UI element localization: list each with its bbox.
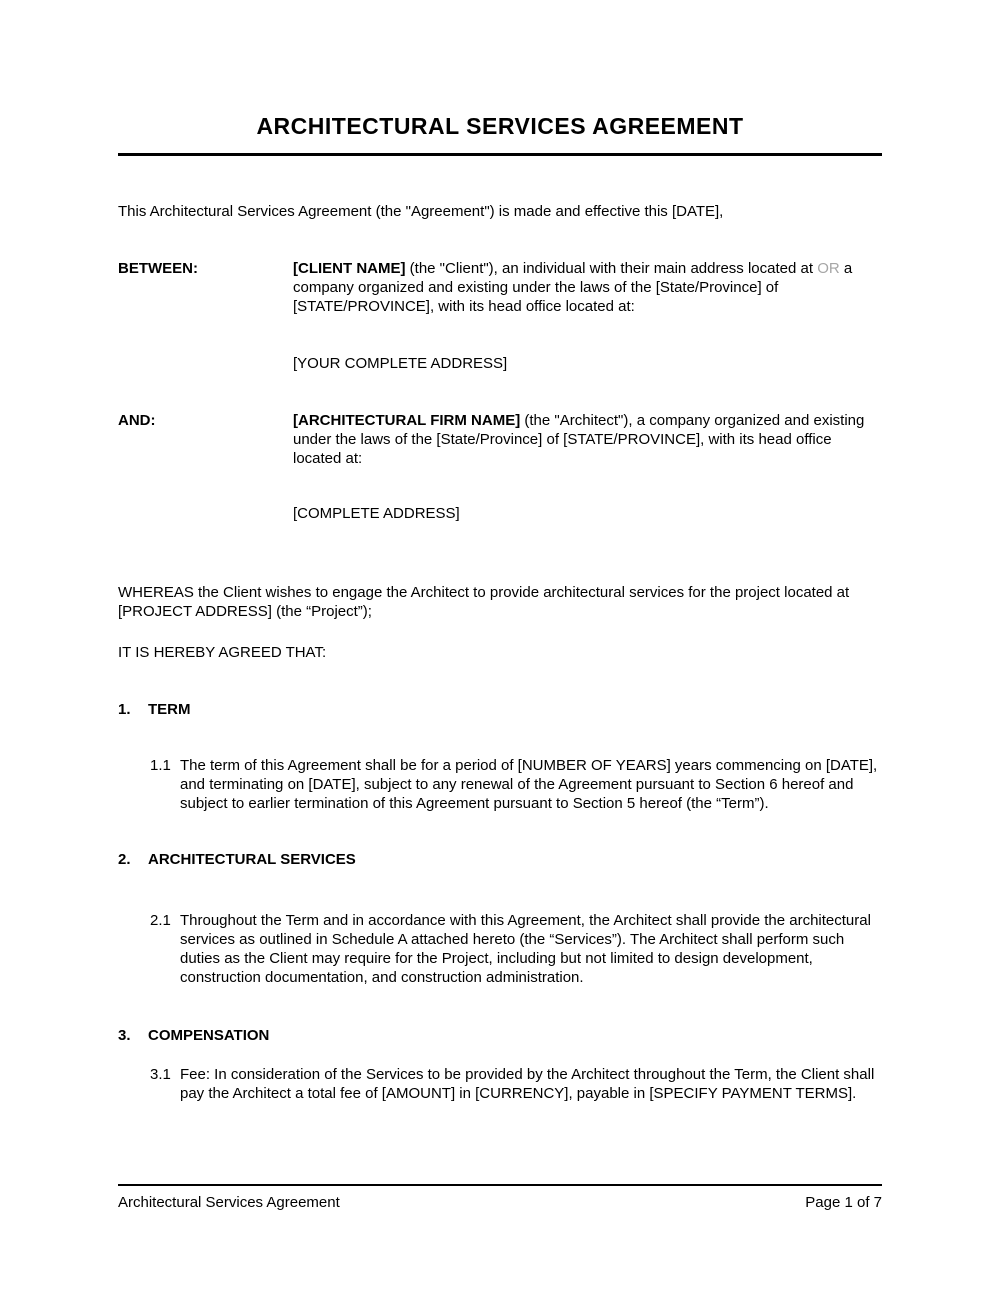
intro-paragraph: This Architectural Services Agreement (the "Agreement") is made and effective this [DATE], [118,203,724,220]
document-title: ARCHITECTURAL SERVICES AGREEMENT [256,113,744,139]
page-footer [118,1184,882,1212]
architect-address-placeholder: [COMPLETE ADDRESS] [293,505,460,522]
section-2-title: ARCHITECTURAL SERVICES [148,851,356,868]
client-name-placeholder: [CLIENT NAME] [293,260,406,277]
party-between-text-1: (the "Client"), an individual with their main address located at [405,260,818,277]
party-and-label: AND: [118,412,156,429]
clause-3-1-text: Fee: In consideration of the Services to be provided by the Architect throughout the Term, the Client shall pay the Architect a total fee of [AMOUNT] in [CURRENCY], payable in [SPECIFY PAYMENT TERMS]. [180,1066,875,1102]
section-3-heading [118,1026,882,1045]
party-between-text [293,259,882,316]
party-between-row [118,259,882,316]
agreed-paragraph: IT IS HEREBY AGREED THAT: [118,644,327,661]
clause-1-1-number: 1.1 [150,757,171,774]
footer-document-name: Architectural Services Agreement [118,1194,340,1211]
party-and-row [118,411,882,468]
whereas-paragraph: WHEREAS the Client wishes to engage the Architect to provide architectural services for the project located at [PROJECT ADDRESS] (the “Project”); [118,584,850,620]
footer-page-number: Page 1 of 7 [805,1194,882,1211]
section-1-heading [118,700,882,719]
section-2-number: 2. [118,851,131,868]
section-3-number: 3. [118,1027,131,1044]
clause-1-1-text: The term of this Agreement shall be for a period of [NUMBER OF YEARS] years commencing on [DATE], and terminating on [DATE], subject to any renewal of the Agreement pursuant to Section 6 hereof and subject to earlier termination of this Agreement pursuant to Section 5 hereof (the “Term”). [180,757,878,812]
clause-1-1 [150,756,882,813]
clause-2-1-text: Throughout the Term and in accordance with this Agreement, the Architect shall provide the architectural services as outlined in Schedule A attached hereto (the “Services”). The Architect shall perform such duties as the Client may require for the Project, including but not limited to design development, construction documentation, and construction administration. [180,912,871,986]
section-1-number: 1. [118,701,131,718]
section-1-title: TERM [148,701,191,718]
client-address-placeholder: [YOUR COMPLETE ADDRESS] [293,355,508,372]
architect-name-placeholder: [ARCHITECTURAL FIRM NAME] [293,412,521,429]
section-3-title: COMPENSATION [148,1027,270,1044]
party-and-text [293,411,882,468]
clause-3-1 [150,1065,882,1103]
party-and-text-1: (the "Architect"), a company organized and existing under the laws of the [State/Province] of [STATE/PROVINCE], with its head office located at: [293,412,865,467]
clause-2-1 [150,911,882,987]
party-between-label: BETWEEN: [118,260,198,277]
party-between-text-2: a company organized and existing under the laws of the [State/Province] of [STATE/PROVINCE], with its head office located at: [293,260,853,315]
section-2-heading [118,850,882,869]
or-word: OR [817,260,840,277]
clause-3-1-number: 3.1 [150,1066,171,1083]
clause-2-1-number: 2.1 [150,912,171,929]
title-rule [118,153,882,156]
